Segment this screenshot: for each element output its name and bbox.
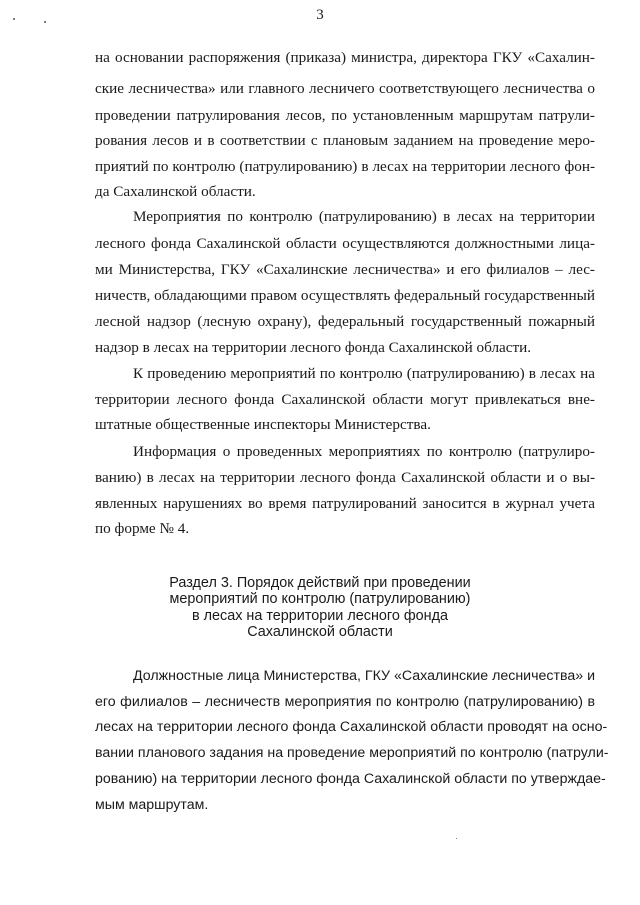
text-line: явленных нарушениях во время патрулирований заносится в журнал учета <box>95 495 595 512</box>
text-line: ванию) в лесах на территории лесного фонда Сахалинской области и о вы- <box>95 469 595 486</box>
text-line: территории лесного фонда Сахалинской области могут привлекаться вне- <box>95 391 595 408</box>
text-line: его филиалов – лесничеств мероприятия по контролю (патрулированию) в <box>95 694 595 710</box>
text-line: рованию) на территории лесного фонда Сахалинской области по утверждае- <box>95 771 606 787</box>
text-line: рования лесов и в соответствии с плановым заданием на проведение меро- <box>95 132 595 149</box>
text-line: мым маршрутам. <box>95 797 209 813</box>
heading-line: в лесах на территории лесного фонда <box>191 608 449 624</box>
text-line: ские лесничества» или главного лесничего соответствующего лесничества о <box>95 80 595 97</box>
text-line: К проведению мероприятий по контролю (патрулированию) в лесах на <box>133 365 595 382</box>
text-line: вании планового задания на проведение мероприятий по контролю (патрули- <box>95 745 609 761</box>
heading-line: Сахалинской области <box>247 624 393 640</box>
text-line: Мероприятия по контролю (патрулированию) в лесах на территории <box>133 208 595 225</box>
text-line: лесного фонда Сахалинской области осуществляются должностными лица- <box>95 235 595 252</box>
text-line: ми Министерства, ГКУ «Сахалинские лесничества» и его филиалов – лес- <box>95 261 595 278</box>
text-line: по форме № 4. <box>95 520 190 537</box>
text-line: Должностные лица Министерства, ГКУ «Сахалинские лесничества» и <box>133 668 596 684</box>
text-line: лесах на территории лесного фонда Сахалинской области проводят на осно- <box>95 719 608 735</box>
text-line: на основании распоряжения (приказа) министра, директора ГКУ «Сахалин- <box>95 49 595 66</box>
text-line: Информация о проведенных мероприятиях по контролю (патрулиро- <box>133 443 595 460</box>
text-line: да Сахалинской области. <box>95 183 256 200</box>
heading-line: Раздел 3. Порядок действий при проведении <box>169 575 471 591</box>
page-number: 3 <box>316 7 324 23</box>
text-line: надзор в лесах на территории лесного фонда Сахалинской области. <box>95 339 532 356</box>
text-line: приятий по контролю (патрулированию) в лесах на территории лесного фон- <box>95 158 595 175</box>
text-line: штатные общественные инспекторы Министерства. <box>95 416 431 433</box>
text-line: лесной надзор (лесную охрану), федеральный государственный пожарный <box>95 313 595 330</box>
scan-speck <box>456 838 457 839</box>
text-line: ничеств, обладающими правом осуществлять федеральный государственный <box>95 287 595 304</box>
heading-line: мероприятий по контролю (патрулированию) <box>169 591 471 607</box>
text-line: проведении патрулирования лесов, по установленным маршрутам патрули- <box>95 107 595 124</box>
